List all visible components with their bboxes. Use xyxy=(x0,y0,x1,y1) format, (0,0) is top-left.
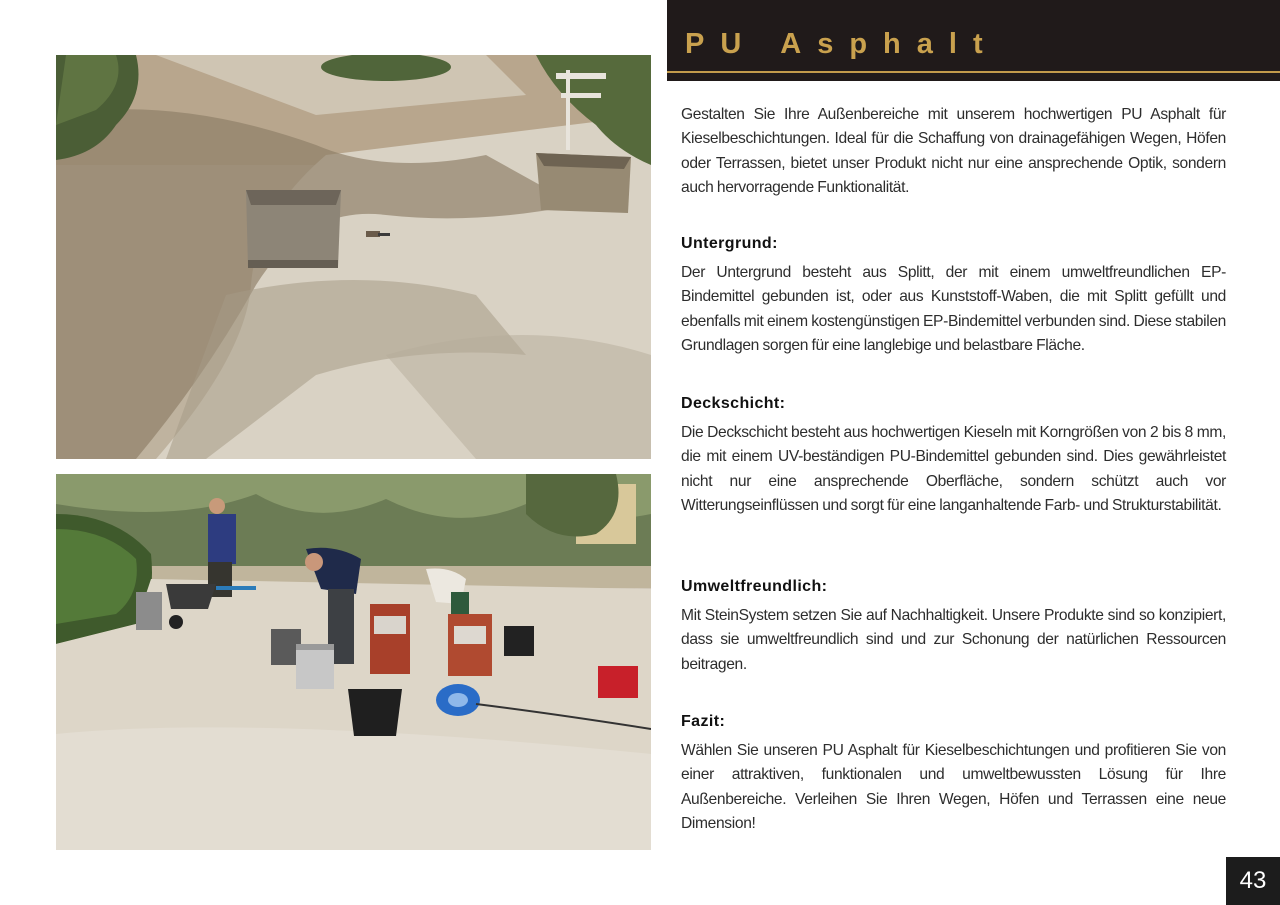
section-heading: Untergrund: xyxy=(681,235,778,252)
section-heading: Fazit: xyxy=(681,713,726,730)
title-divider xyxy=(667,71,1280,73)
section-heading: Umweltfreundlich: xyxy=(681,578,828,595)
section-text: Mit SteinSystem setzen Sie auf Nachhaltigkeit. Unsere Produkte sind so konzipiert, dass sie umweltfreundlich sind und zur Schonung der natürlichen Ressourcen beitragen. xyxy=(681,607,1226,673)
section-text: Wählen Sie unseren PU Asphalt für Kieselbeschichtungen und profitieren Sie von einer attraktiven, funktionalen und umweltbewussten Lösung für Ihre Außenbereiche. Verleihen Sie Ihren Wegen, Höfen und Terrassen eine neue Dimension! xyxy=(681,742,1226,832)
section-heading: Deckschicht: xyxy=(681,395,786,412)
section-fazit xyxy=(681,711,1226,836)
workers-applying-coating-photo xyxy=(56,474,651,850)
section-umweltfreundlich xyxy=(681,576,1226,677)
intro-paragraph: Gestalten Sie Ihre Außenbereiche mit unserem hochwertigen PU Asphalt für Kieselbeschichtungen. Ideal für die Schaffung von drainagefähigen Wegen, Höfen oder Terrassen, bietet unser Produkt nicht nur eine ansprechende Optik, sondern auch hervorragende Funktionalität. xyxy=(681,106,1226,196)
section-untergrund xyxy=(681,233,1226,358)
page-title: PU Asphalt xyxy=(685,28,999,60)
section-deckschicht xyxy=(681,393,1226,518)
paved-garden-path-photo xyxy=(56,55,651,459)
section-text: Die Deckschicht besteht aus hochwertigen Kieseln mit Korngrößen von 2 bis 8 mm, die mit einem UV-beständigen PU-Bindemittel gebunden sind. Dies gewährleistet nicht nur eine ansprechende Oberfläche, sondern schützt auch vor Witterungseinflüssen und sorgt für eine langanhaltende Farb- und Strukturstabilität. xyxy=(681,424,1226,514)
page-number-badge: 43 xyxy=(1226,857,1280,905)
title-bar xyxy=(667,0,1280,81)
section-text: Der Untergrund besteht aus Splitt, der mit einem umweltfreundlichen EP-Bindemittel gebunden ist, oder aus Kunststoff-Waben, die mit Splitt gefüllt und ebenfalls mit einem kostengünstigen EP-Bindemittel verbunden sind. Diese stabilen Grundlagen sorgen für eine langlebige und belastbare Fläche. xyxy=(681,264,1226,354)
